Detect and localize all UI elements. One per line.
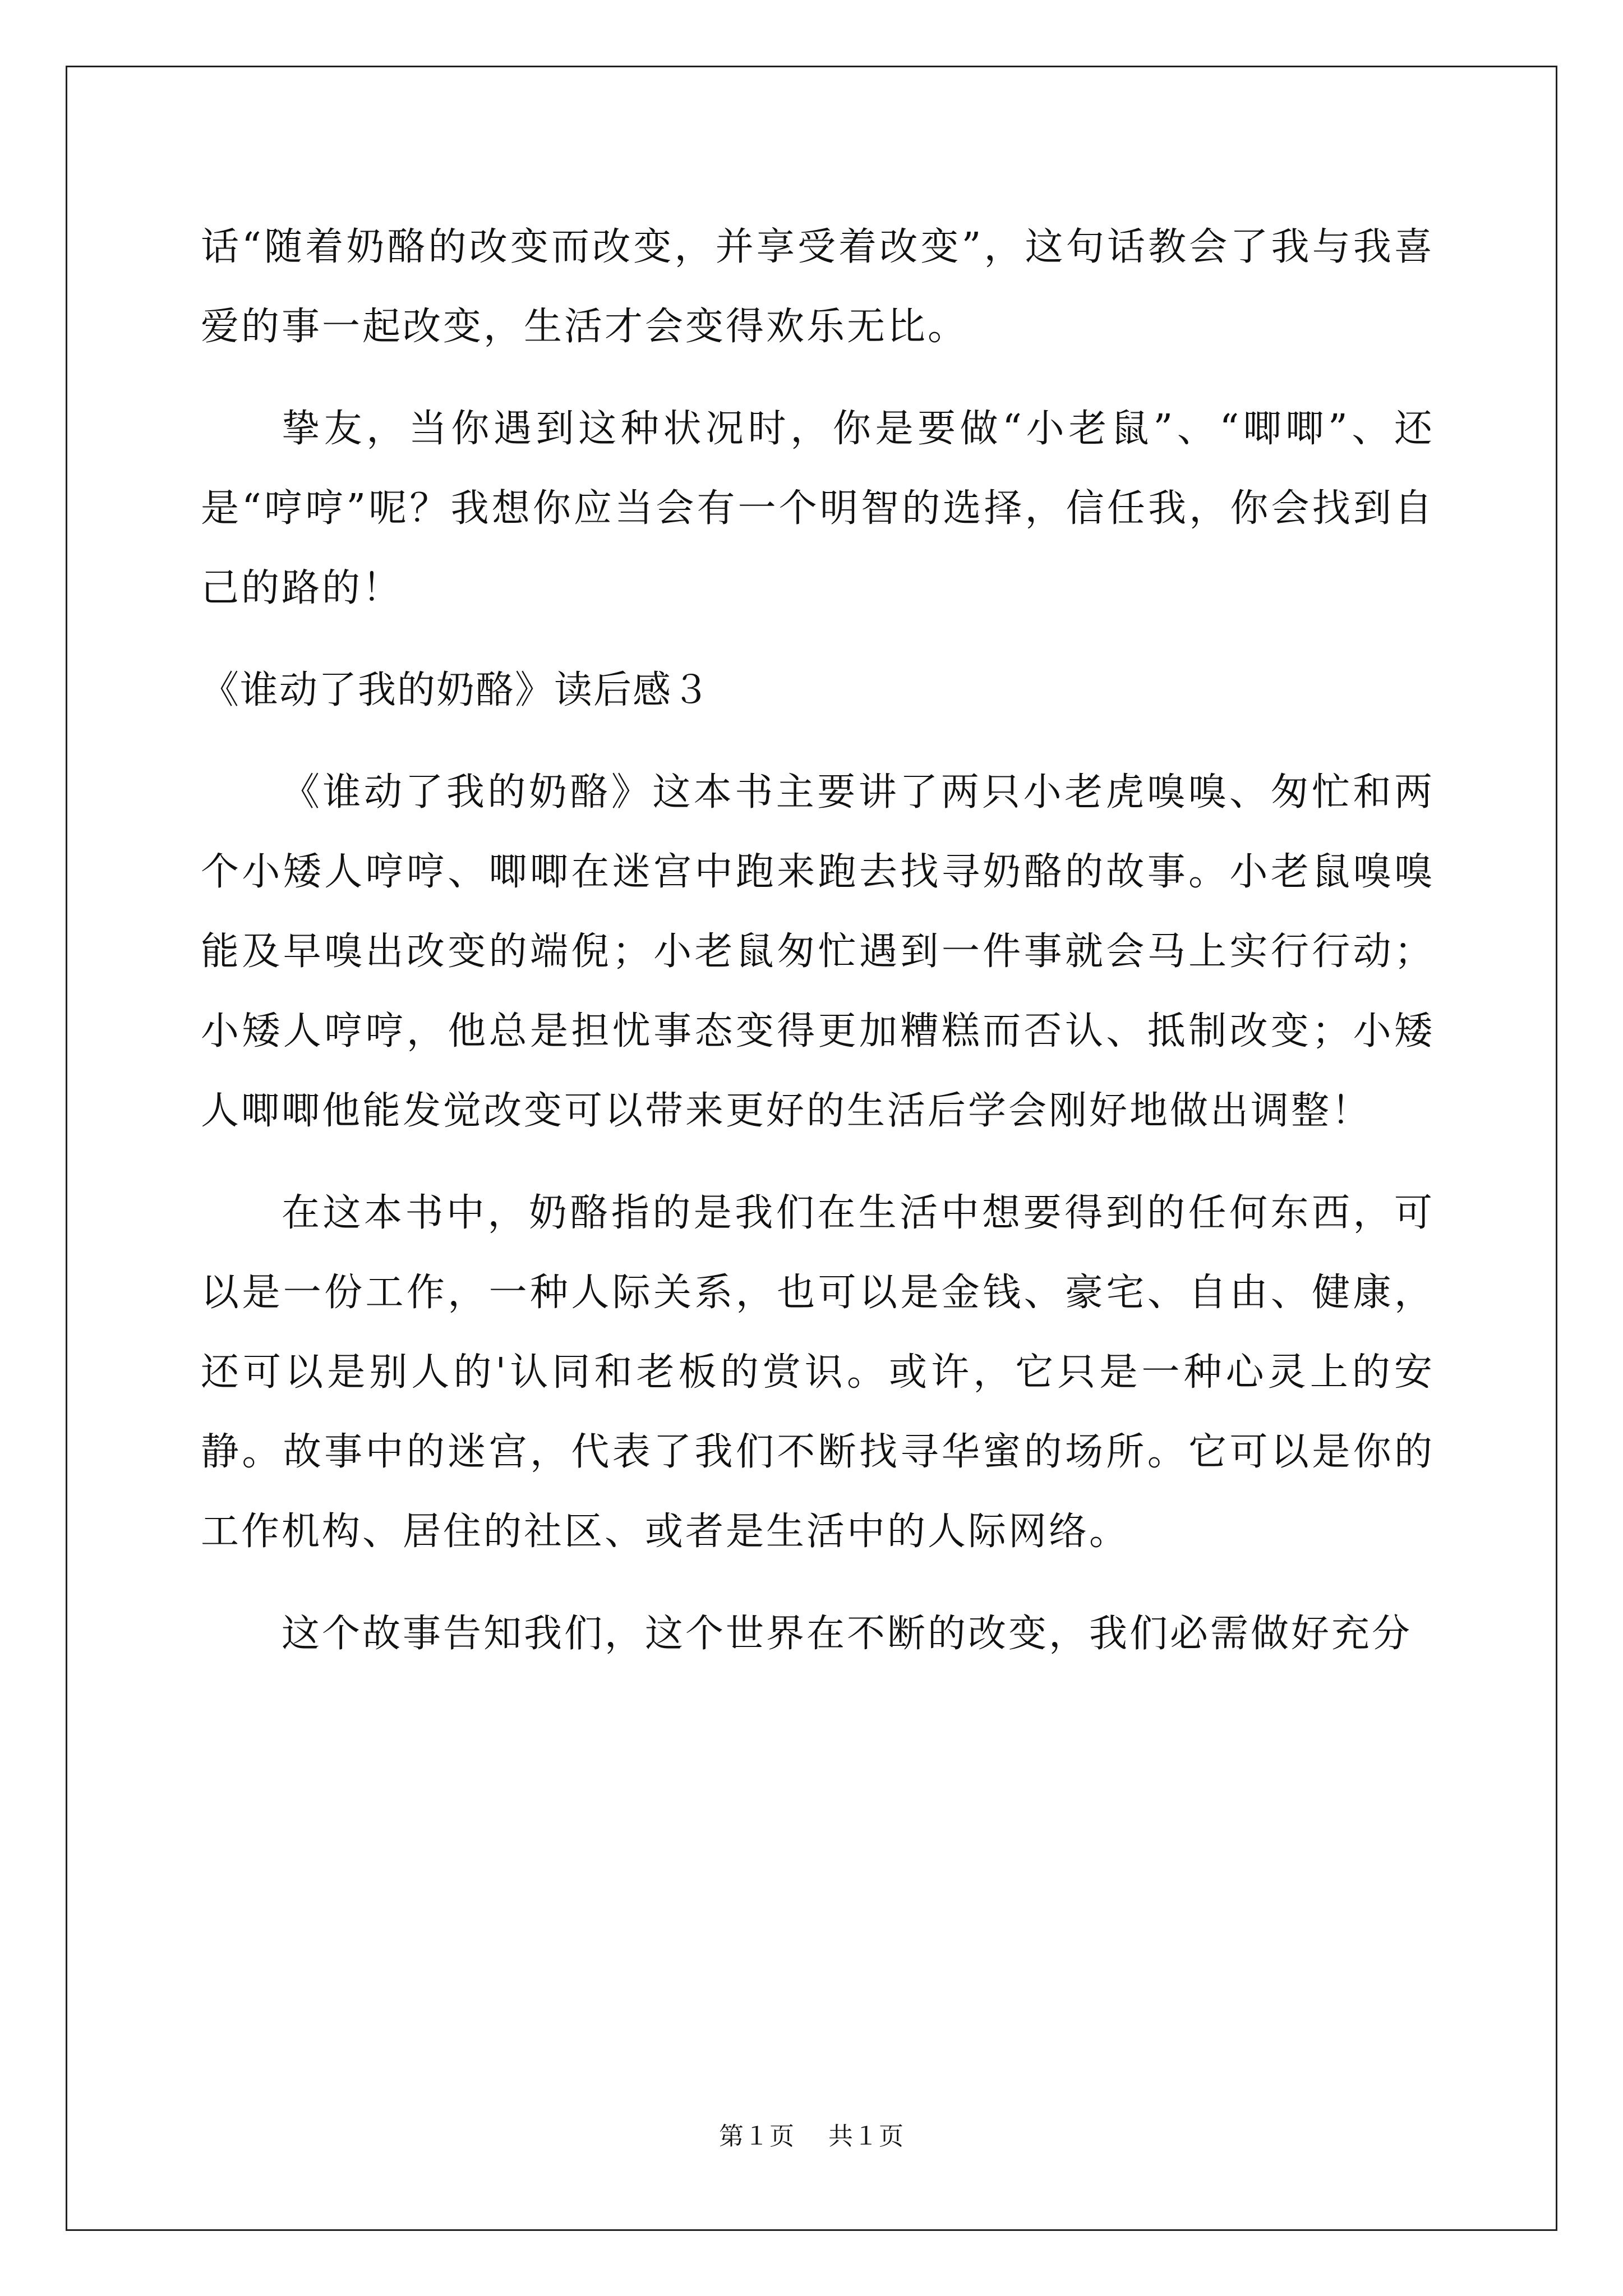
page-number: 第１页 xyxy=(719,2122,795,2151)
paragraph: 在这本书中，奶酪指的是我们在生活中想要得到的任何东西，可以是一份工作，一种人际关系，也可以是金钱、豪宅、自由、健康，还可以是别人的'认同和老板的赏识。或许，它只是一种心灵上的安静。故事中的迷宫，代表了我们不断找寻华蜜的场所。它可以是你的工作机构、居住的社区、或者是生活中的人际网络。 xyxy=(201,1191,1435,1554)
document-body xyxy=(201,208,1435,1696)
paragraph-continued: 话“随着奶酪的改变而改变，并享受着改变”，这句话教会了我与我喜爱的事一起改变，生活才会变得欢乐无比。 xyxy=(201,225,1435,349)
paragraph: 挚友，当你遇到这种状况时，你是要做“小老鼠”、“唧唧”、还是“哼哼”呢？我想你应当会有一个明智的选择，信任我，你会找到自己的路的！ xyxy=(201,407,1435,610)
page-footer xyxy=(0,2116,1623,2152)
paragraph: 这个故事告知我们，这个世界在不断的改变，我们必需做好充分 xyxy=(282,1612,1413,1656)
page-total: 共１页 xyxy=(828,2122,904,2151)
paragraph: 《谁动了我的奶酪》这本书主要讲了两只小老虎嗅嗅、匆忙和两个小矮人哼哼、唧唧在迷宫中跑来跑去找寻奶酪的故事。小老鼠嗅嗅能及早嗅出改变的端倪；小老鼠匆忙遇到一件事就会马上实行行动；小矮人哼哼，他总是担忧事态变得更加糟糕而否认、抵制改变；小矮人唧唧他能发觉改变可以带来更好的生活后学会刚好地做出调整！ xyxy=(201,770,1435,1133)
section-heading: 《谁动了我的奶酪》读后感３ xyxy=(201,668,712,712)
